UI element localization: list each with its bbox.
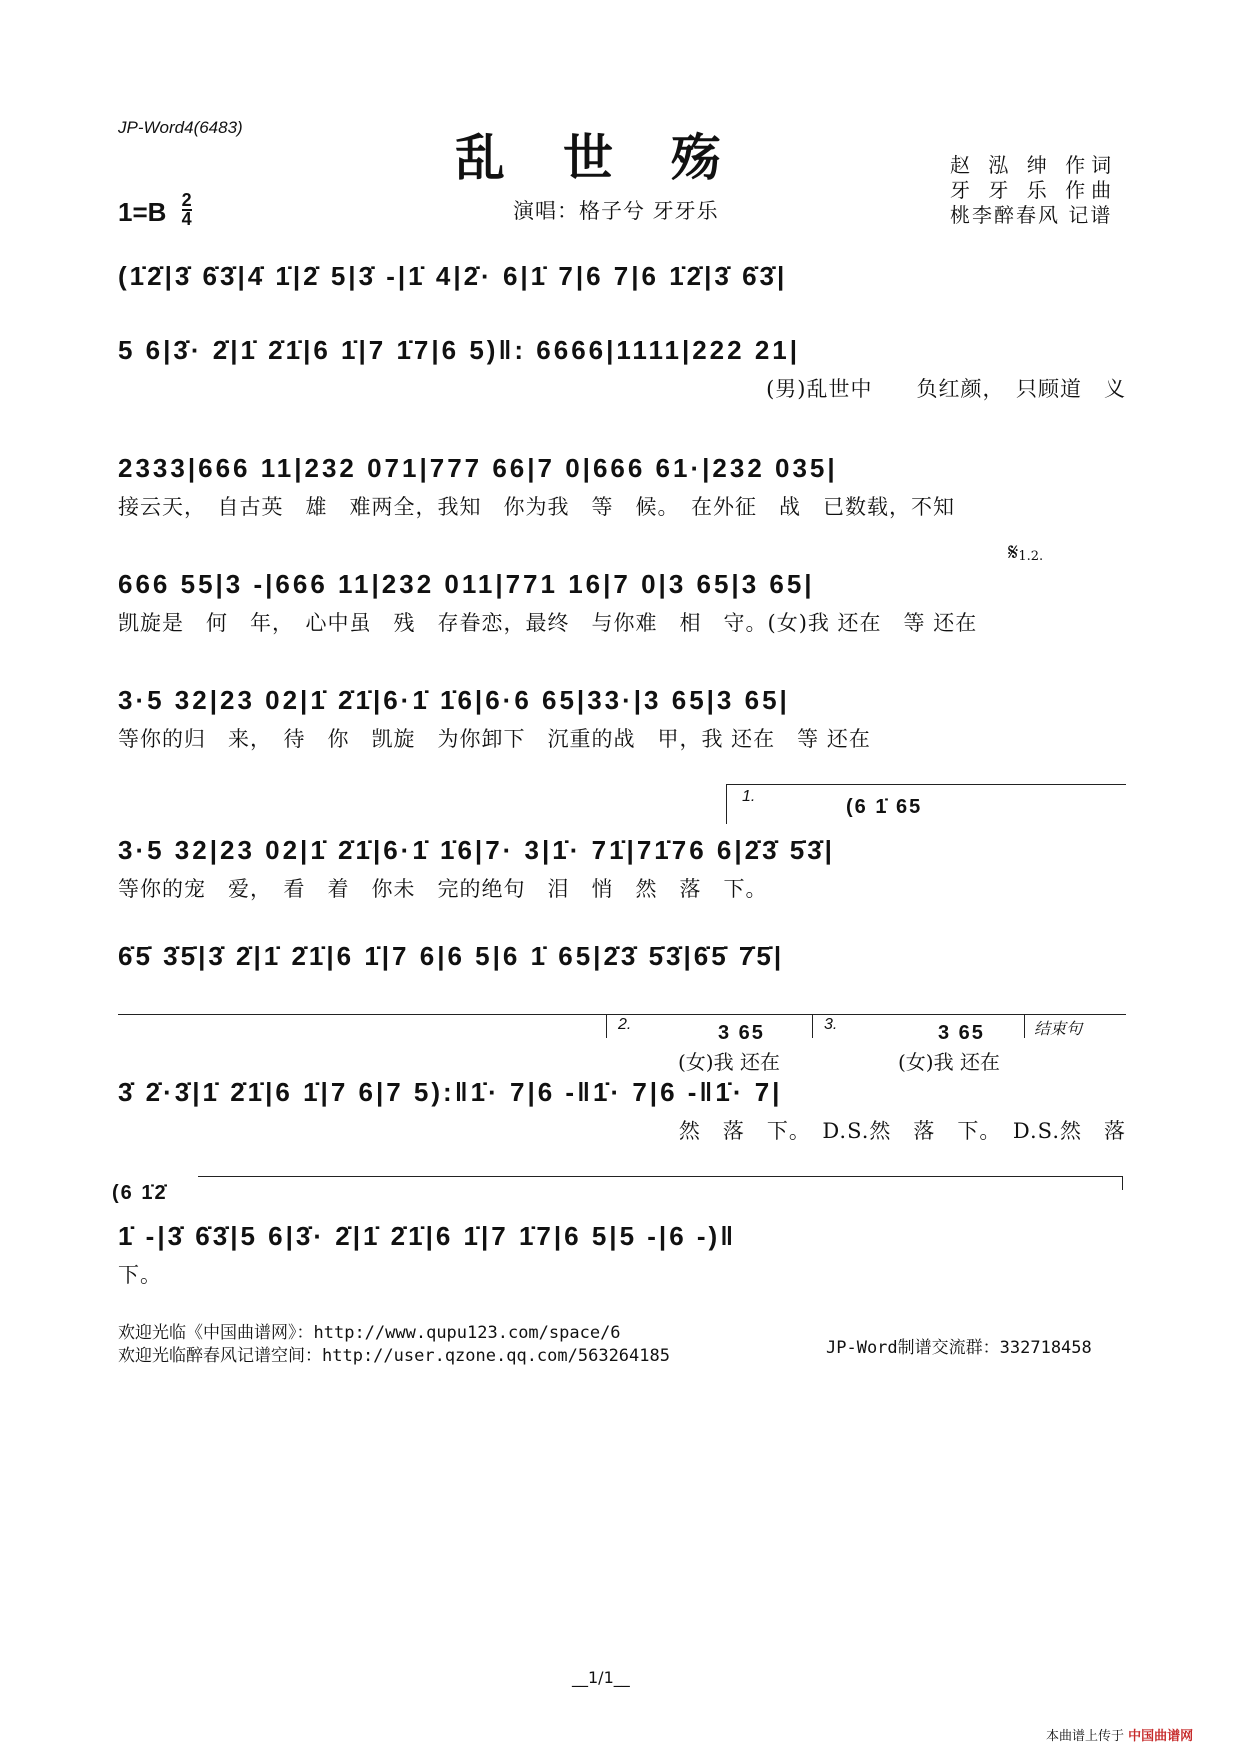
page-number: __1/1__ <box>572 1668 630 1687</box>
lyrics-line: 凯旋是 何 年， 心中虽 残 存眷恋，最终 与你难 相 守。(女)我 还在 等 还在 <box>118 611 978 635</box>
time-top: 2 <box>181 190 192 210</box>
footer-link-1[interactable]: 欢迎光临《中国曲谱网》：http://www.qupu123.com/space/6 <box>118 1323 621 1343</box>
lyricist-credit: 赵 泓 绅 作词 <box>950 153 1118 177</box>
volta-3-lyric: (女)我 还在 <box>898 1050 1000 1074</box>
lyrics-line: (男)乱世中 负红颜， 只顾道 义 <box>766 377 1126 401</box>
notes-line: 6̇5̇ 3̇5̇|3̇ 2̇|1̇ 2̇1̇|6 1̇|7 6|6 5|6 1̇ 65|2̇3̇ 5̇3̇|6̇5̇ 7̇5̇| <box>118 940 785 971</box>
volta-2-lyric: (女)我 还在 <box>678 1050 780 1074</box>
notes-line: 3̇ 2̇·3̇|1̇ 2̇1̇|6 1̇|7 6|7 5):‖1̇· 7|6 -‖1̇· 7|6 -‖1̇· 7| <box>118 1076 783 1107</box>
lyrics-line: 然 落 下。 D.S.然 落 下。 D.S.然 落 <box>678 1119 1126 1143</box>
volta-3-notes: 3 65 <box>938 1022 985 1044</box>
notes-line: 2333|666 11|232 071|777 66|7 0|666 61·|232 035| <box>118 452 838 483</box>
notes-line: 3·5 32|23 02|1̇ 2̇1̇|6·1̇ 1̇6|7· 3|1̇· 71̇|71̇76 6|2̇3̇ 5̇3̇| <box>118 834 835 865</box>
software-label: JP-Word4(6483) <box>118 118 243 137</box>
coda-label: 结束句 <box>1034 1021 1083 1038</box>
key-label: 1=B <box>118 196 167 227</box>
coda-end-tick <box>1122 1176 1123 1190</box>
volta-3-label: 3. <box>824 1016 838 1033</box>
volta-2-notes: 3 65 <box>718 1022 765 1044</box>
notes-line: 3·5 32|23 02|1̇ 2̇1̇|6·1̇ 1̇6|6·6 65|33·|3 65|3 65| <box>118 684 790 715</box>
volta-1-line <box>726 784 1126 785</box>
lyrics-line: 接云天， 自古英 雄 难两全，我知 你为我 等 候。 在外征 战 已数载，不知 <box>118 495 955 519</box>
watermark: 本曲谱上传于 中国曲谱网 <box>1046 1729 1194 1744</box>
key-signature <box>118 190 192 232</box>
notes-line: 666 55|3 -|666 11|232 011|771 16|7 0|3 65|3 65| <box>118 568 815 599</box>
coda-notes: (6 1̇2̇ <box>112 1182 168 1204</box>
credits <box>950 153 1117 228</box>
final-lyric: 下。 <box>118 1263 162 1287</box>
site-logo: 中国曲谱网 <box>1128 1729 1194 1744</box>
lyrics-line <box>118 1258 1126 1290</box>
footer-link-2[interactable]: 欢迎光临醉春风记谱空间：http://user.qzone.qq.com/563264185 <box>118 1346 670 1366</box>
footer-links <box>118 1322 670 1368</box>
song-title: 乱世殇 <box>455 128 779 187</box>
singer-credit: 演唱：格子兮 牙牙乐 <box>513 199 719 223</box>
volta-1-label: 1. <box>742 788 756 805</box>
time-signature <box>182 192 192 228</box>
volta-2-tick <box>606 1014 607 1038</box>
volta-2-label: 2. <box>618 1016 632 1033</box>
segno-mark: 𝄋1.2. <box>1008 538 1044 566</box>
notes-line: (1̇2̇|3̇ 6̇3̇|4̇ 1̇|2̇ 5|3̇ -|1̇ 4|2̇· 6|1̇ 7|6 7|6 1̇2̇|3̇ 6̇3̇| <box>118 260 788 291</box>
footer-group: JP-Word制谱交流群：332718458 <box>826 1338 1092 1358</box>
coda-line <box>198 1176 1122 1177</box>
volta-1-notes: (6 1̇ 65 <box>846 796 923 818</box>
notes-line: 1̇ -|3̇ 6̇3̇|5 6|3̇· 2̇|1̇ 2̇1̇|6 1̇|7 1̇7|6 5|5 -|6 -)‖ <box>118 1220 737 1251</box>
time-bottom: 4 <box>181 209 192 229</box>
lyrics-line: 等你的归 来， 待 你 凯旋 为你卸下 沉重的战 甲，我 还在 等 还在 <box>118 727 871 751</box>
notes-line: 5 6|3̇· 2̇|1̇ 2̇1̇|6 1̇|7 1̇7|6 5)‖: 6666|1111|222 21| <box>118 334 801 365</box>
transcriber-credit: 桃李醉春风 记谱 <box>950 203 1113 227</box>
volta-3-tick <box>812 1014 813 1038</box>
coda-tick <box>1024 1014 1025 1038</box>
composer-credit: 牙 牙 乐 作曲 <box>950 178 1118 202</box>
volta-line <box>118 1014 1126 1015</box>
lyrics-line: 等你的宠 爱， 看 着 你未 完的绝句 泪 悄 然 落 下。 <box>118 877 768 901</box>
volta-1-tick <box>726 784 727 824</box>
